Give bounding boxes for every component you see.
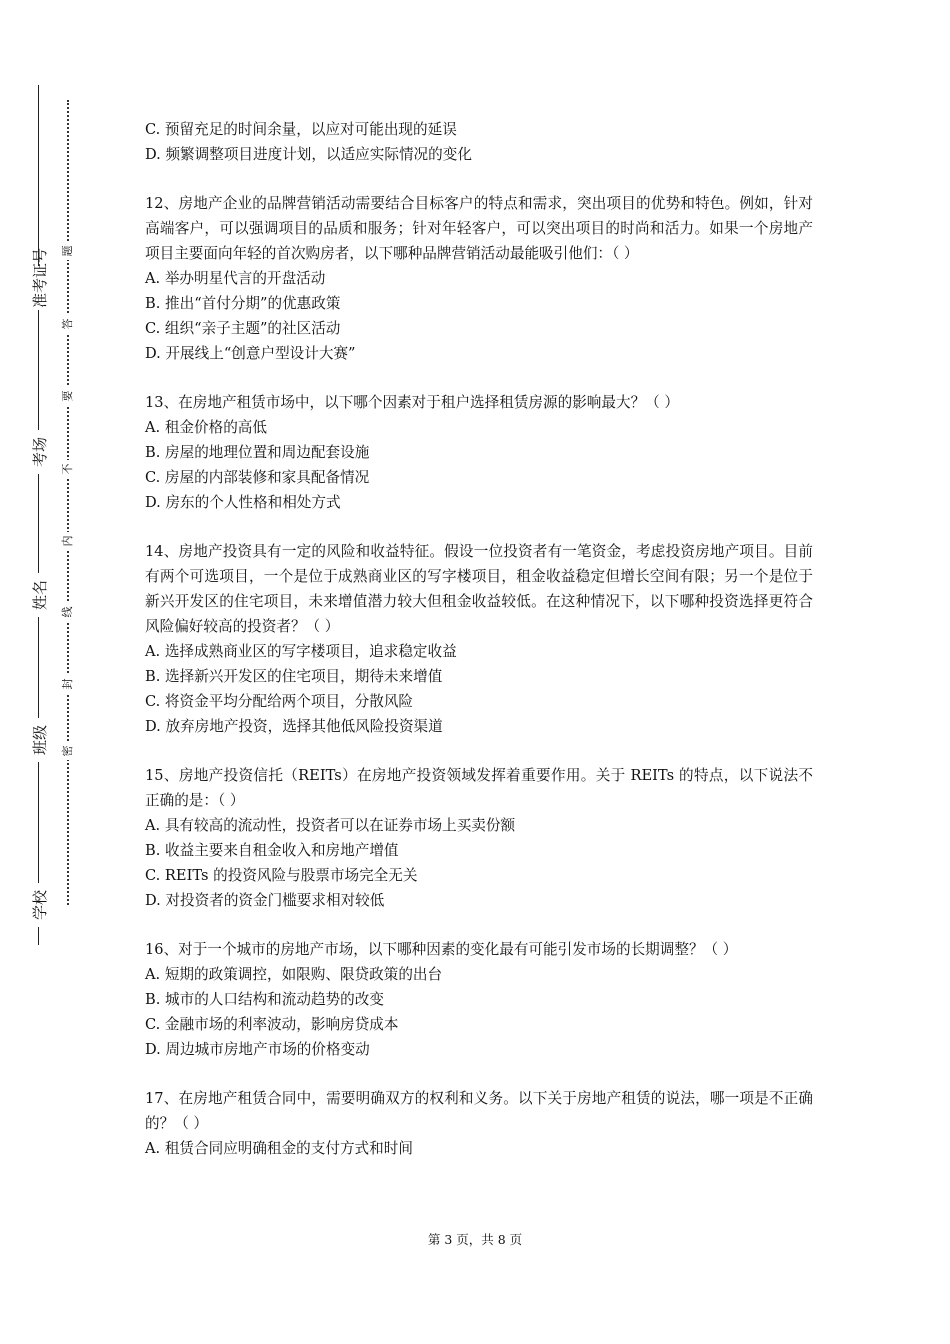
seal-char: 题 (62, 242, 74, 260)
option-d: D. 对投资者的资金门槛要求相对较低 (145, 892, 385, 909)
option-b: B. 城市的人口结构和流动趋势的改变 (145, 991, 384, 1008)
question-11-continued (145, 117, 813, 167)
option-a: A. 短期的政策调控，如限购、限贷政策的出台 (145, 966, 443, 983)
option-b: B. 收益主要来自租金收入和房地产增值 (145, 842, 399, 859)
question-12 (145, 191, 813, 366)
binding-line (38, 85, 39, 945)
exam-id-label: 准考证号 (20, 266, 60, 310)
option-c: C. 房屋的内部装修和家具配备情况 (145, 469, 370, 486)
option-list (145, 639, 813, 739)
option-list (145, 415, 813, 515)
option-d: D. 周边城市房地产市场的价格变动 (145, 1041, 370, 1058)
option-list (145, 1136, 813, 1161)
seal-char: 答 (62, 315, 74, 333)
option-c: C. 预留充足的时间余量，以应对可能出现的延误 (145, 121, 457, 138)
option-b: B. 选择新兴开发区的住宅项目，期待未来增值 (145, 668, 443, 685)
option-a: A. 租金价格的高低 (145, 419, 267, 436)
name-label: 姓名 (20, 573, 60, 617)
seal-char: 线 (62, 603, 74, 621)
option-d: D. 放弃房地产投资，选择其他低风险投资渠道 (145, 718, 443, 735)
question-stem: 17、在房地产租赁合同中，需要明确双方的权利和义务。以下关于房地产租赁的说法，哪一项是不正确的？（ ） (145, 1090, 813, 1132)
question-14 (145, 539, 813, 739)
question-list (145, 117, 813, 1185)
option-a: A. 租赁合同应明确租金的支付方式和时间 (145, 1140, 413, 1157)
option-a: A. 举办明星代言的开盘活动 (145, 270, 326, 287)
seal-char: 封 (62, 675, 74, 693)
question-15 (145, 763, 813, 913)
seal-char: 内 (62, 532, 74, 550)
option-c: C. REITs 的投资风险与股票市场完全无关 (145, 867, 418, 884)
option-d: D. 频繁调整项目进度计划，以适应实际情况的变化 (145, 146, 472, 163)
option-list (145, 117, 813, 167)
binding-margin (0, 0, 110, 1344)
option-list (145, 266, 813, 366)
exam-room-label: 考场 (20, 430, 60, 474)
option-list (145, 962, 813, 1062)
option-list (145, 813, 813, 913)
seal-char: 密 (62, 742, 74, 760)
option-a: A. 具有较高的流动性，投资者可以在证券市场上买卖份额 (145, 817, 516, 834)
option-b: B. 推出“首付分期”的优惠政策 (145, 295, 341, 312)
option-c: C. 组织“亲子主题”的社区活动 (145, 320, 341, 337)
seal-dotted-line (67, 100, 69, 905)
option-d: D. 开展线上“创意户型设计大赛” (145, 345, 356, 362)
option-a: A. 选择成熟商业区的写字楼项目，追求稳定收益 (145, 643, 457, 660)
option-c: C. 将资金平均分配给两个项目，分散风险 (145, 693, 414, 710)
question-16 (145, 937, 813, 1062)
option-b: B. 房屋的地理位置和周边配套设施 (145, 444, 370, 461)
question-stem: 14、房地产投资具有一定的风险和收益特征。假设一位投资者有一笔资金，考虑投资房地产项目。目前有两个可选项目，一个是位于成熟商业区的写字楼项目，租金收益稳定但增长空间有限；另一个是位于新兴开发区的住宅项目，未来增值潜力较大但租金收益较低。在这种情况下，以下哪种投资选择更符合风险偏好较高的投资者？（ ） (145, 543, 813, 635)
question-17 (145, 1086, 813, 1161)
page-number: 第 3 页，共 8 页 (427, 1232, 523, 1247)
option-c: C. 金融市场的利率波动，影响房贷成本 (145, 1016, 399, 1033)
question-stem: 15、房地产投资信托（REITs）在房地产投资领域发挥着重要作用。关于 REITs 的特点，以下说法不正确的是：（ ） (145, 767, 813, 809)
question-stem: 16、对于一个城市的房地产市场，以下哪种因素的变化最有可能引发市场的长期调整？（ ） (145, 941, 738, 958)
question-stem: 12、房地产企业的品牌营销活动需要结合目标客户的特点和需求，突出项目的优势和特色。例如，针对高端客户，可以强调项目的品质和服务；针对年轻客户，可以突出项目的时尚和活力。如果一个房地产项目主要面向年轻的首次购房者，以下哪种品牌营销活动最能吸引他们：（ ） (145, 195, 813, 262)
question-stem: 13、在房地产租赁市场中，以下哪个因素对于租户选择租赁房源的影响最大？（ ） (145, 394, 679, 411)
class-label: 班级 (20, 718, 60, 762)
option-d: D. 房东的个人性格和相处方式 (145, 494, 341, 511)
seal-char: 不 (62, 460, 74, 478)
question-13 (145, 390, 813, 515)
seal-char: 要 (62, 387, 74, 405)
school-label: 学校 (20, 883, 60, 927)
